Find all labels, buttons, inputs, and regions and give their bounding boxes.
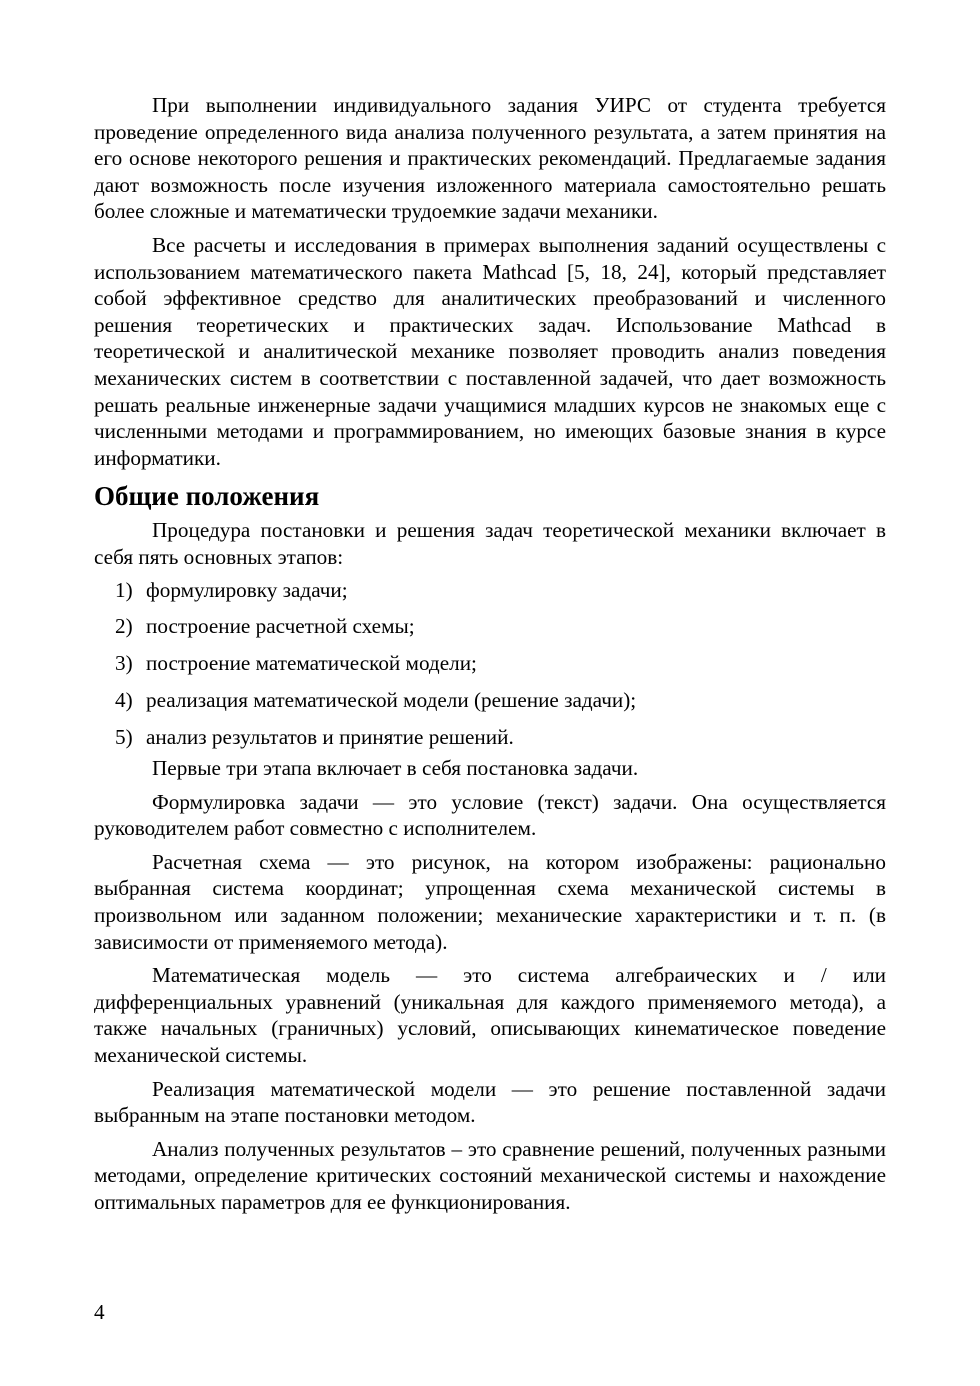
page-number: 4: [94, 1300, 105, 1324]
list-item: [94, 577, 886, 604]
list-item-number: 3): [115, 651, 133, 676]
list-item: [94, 613, 886, 640]
list-item-text: построение расчетной схемы;: [146, 614, 415, 639]
section-heading: Общие положения: [94, 481, 320, 512]
intro-paragraph-1: При выполнении индивидуального задания УИРС от студента требуется проведение определенного вида анализа полученного результата, а затем принятия на его основе некоторого решения и практических рекомендаций. Предлагаемые задания дают возможность после изучения изложенного материала самостоятельно решать более сложные и математически трудоемкие задачи механики.: [94, 93, 886, 224]
stages-list: [94, 577, 886, 752]
body-paragraph-1: Первые три этапа включает в себя постановка задачи.: [152, 756, 639, 781]
body-paragraph-2: Формулировка задачи — это условие (текст) задачи. Она осуществляется руководителем работ совместно с исполнителем.: [94, 789, 886, 841]
list-item-text: анализ результатов и принятие решений.: [146, 725, 514, 750]
body-paragraph-6: Анализ полученных результатов – это сравнение решений, полученных разными методами, определение критических состояний механической системы и нахождение оптимальных параметров для ее функционирования.: [94, 1136, 886, 1214]
list-item: [94, 724, 886, 751]
body-paragraph-4: Математическая модель — это система алгебраических и / или дифференциальных уравнений (уникальная для каждого применяемого метода), а также начальных (граничных) условий, описывающих кинематическое поведение механической системы.: [94, 963, 886, 1067]
list-item-number: 1): [115, 577, 133, 602]
list-item: [94, 650, 886, 677]
list-item-text: формулировку задачи;: [146, 577, 348, 602]
list-item-number: 2): [115, 614, 133, 639]
list-item-text: реализация математической модели (решение задачи);: [146, 688, 637, 713]
body-paragraph-5: Реализация математической модели — это решение поставленной задачи выбранным на этапе постановки методом.: [94, 1076, 886, 1128]
list-item-number: 5): [115, 725, 133, 750]
list-item: [94, 687, 886, 714]
section-lead-paragraph: Процедура постановки и решения задач теоретической механики включает в себя пять основных этапов:: [94, 518, 886, 569]
list-item-number: 4): [115, 688, 133, 713]
intro-paragraph-2: Все расчеты и исследования в примерах выполнения заданий осуществлены с использованием математического пакета Mathcad [5, 18, 24], который представляет собой эффективное средство для аналитических преобразований и численного решения теоретических и практических задач. Использование Mathcad в теоретической и аналитической механике позволяет проводить анализ поведения механических систем в соответствии с поставленной задачей, что дает возможность решать реальные инженерные задачи учащимися младших курсов не знакомых еще с численными методами и программированием, но имеющих базовые знания в курсе информатики.: [94, 232, 886, 470]
page-content: [94, 92, 886, 1223]
body-paragraph-3: Расчетная схема — это рисунок, на котором изображены: рационально выбранная система координат; упрощенная схема механической системы в произвольном или заданном положении; механические характеристики и т. п. (в зависимости от применяемого метода).: [94, 849, 886, 954]
list-item-text: построение математической модели;: [146, 651, 477, 676]
